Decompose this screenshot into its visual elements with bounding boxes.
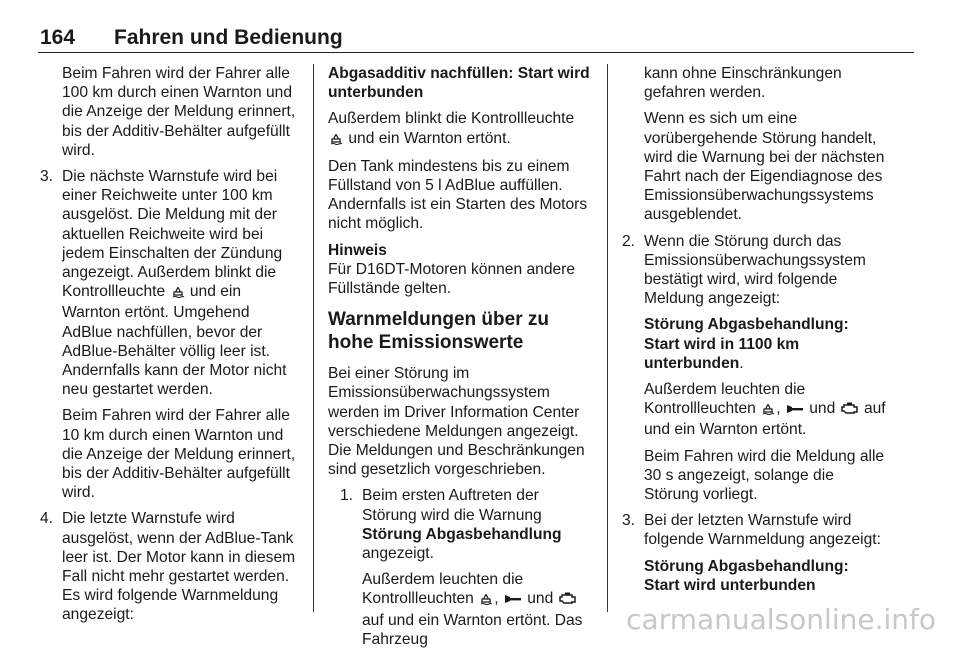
list-number: 1.: [340, 487, 354, 505]
paragraph: [362, 486, 592, 563]
engine-check-icon: [841, 401, 859, 420]
column-divider: [313, 64, 314, 612]
text: Die nächste Warnstufe wird bei einer Reichweite unter 100 km ausgelöst. Die Meldung mit der aktuellen Reichweite wird bei jedem Einschalten der Zündung angezeigt. Außerdem blinkt die Kontrollleuchte: [62, 168, 283, 301]
paragraph: [62, 167, 302, 399]
adblue-warning-icon: [479, 591, 493, 610]
list-number: 2.: [622, 232, 636, 250]
text: auf und ein Warnton ertönt.: [644, 400, 886, 439]
list-item: [40, 509, 302, 624]
engine-check-icon: [559, 591, 577, 610]
glow-plug-icon: [786, 401, 804, 420]
column-1: [40, 64, 302, 632]
section-heading: Warnmeldungen über zu hohe Emissionswerte: [328, 309, 549, 354]
text: Außerdem leuchten die Kontrollleuchten: [362, 571, 524, 608]
paragraph: Die letzte Warnstufe wird ausgelöst, wenn der AdBlue-Tank leer ist. Der Motor kann in diesem Fall nicht mehr gestartet werden. Es wird folgende Warnmeldung angezeigt:: [62, 510, 296, 624]
paragraph: Beim Fahren wird die Meldung alle 30 s angezeigt, solange die Störung vorliegt.: [644, 447, 885, 504]
text: .: [739, 354, 744, 372]
paragraph: Beim Fahren wird der Fahrer alle 10 km durch einen Warnton und die Anzeige der Meldung erinnert, bis der Additiv-Behälter aufgefüllt wird.: [62, 407, 296, 502]
paragraph: Wenn die Störung durch das Emissionsüberwachungssystem bestätigt wird, wird folgende Meldung angezeigt:: [644, 232, 866, 308]
note-text: Für D16DT-Motoren können andere Füllstände gelten.: [328, 260, 576, 298]
list-item: [622, 511, 886, 595]
section-title: Fahren und Bedienung: [114, 26, 343, 49]
paragraph: [644, 380, 886, 440]
paragraph: [362, 570, 592, 649]
column-2: [328, 64, 592, 656]
list-number: 4.: [40, 510, 54, 528]
text: ,: [494, 590, 499, 608]
list-number: 3.: [622, 512, 636, 530]
adblue-warning-icon: [329, 131, 343, 150]
text: auf und ein Warnton ertönt. Das Fahrzeug: [362, 611, 583, 648]
paragraph: Den Tank mindestens bis zu einem Füllstand von 5 l AdBlue auffüllen. Andernfalls ist ein Starten des Motors nicht möglich.: [328, 157, 588, 233]
list-number: 3.: [40, 168, 54, 186]
text: und: [809, 400, 836, 418]
text: Außerdem blinkt die Kontrollleuchte: [328, 110, 575, 128]
note-label: [328, 241, 592, 260]
column-3: [622, 64, 886, 602]
paragraph: Bei einer Störung im Emissionsüberwachungssystem werden im Driver Information Center verschiedene Meldungen angezeigt. Die Meldungen und Beschränkungen sind gesetzlich vorgeschrieben.: [328, 365, 585, 479]
paragraph: Bei der letzten Warnstufe wird folgende Warnmeldung angezeigt:: [644, 512, 881, 549]
list-item: [40, 167, 302, 502]
text: angezeigt.: [362, 545, 434, 563]
paragraph: [328, 109, 592, 149]
paragraph: kann ohne Einschränkungen gefahren werden.: [644, 65, 842, 102]
text: und ein Warnton ertönt. Umgehend AdBlue nachfüllen, bevor der AdBlue-Behälter völlig leer ist. Andernfalls kann der Motor nicht neu gestartet werden.: [62, 283, 287, 399]
adblue-warning-icon: [171, 284, 185, 303]
warning-message: Störung Abgasbehandlung: Start wird unterbunden: [644, 557, 849, 594]
warning-message-paragraph: [644, 315, 886, 373]
text: Hinweis: [328, 241, 387, 259]
watermark: carmanualsonline.info: [626, 603, 936, 636]
glow-plug-icon: [504, 591, 522, 610]
page-number: 164: [40, 26, 76, 49]
text: und ein Warnton ertönt.: [348, 129, 511, 147]
text: Außerdem leuchten die Kontrollleuchten: [644, 381, 806, 418]
paragraph: Wenn es sich um eine vorübergehende Störung handelt, wird die Warnung bei der nächsten Fahrt nach der Eigendiagnose des Emissionsüberwachungssystems ausgeblendet.: [644, 110, 885, 224]
adblue-warning-icon: [761, 401, 775, 420]
text: und: [527, 590, 554, 608]
warning-message: Störung Abgasbehandlung: [362, 525, 562, 543]
warning-message: Abgasadditiv nachfüllen: Start wird unterbunden: [328, 65, 590, 102]
warning-message: Störung Abgasbehandlung: Start wird in 1100 km unterbunden: [644, 316, 849, 372]
text: ,: [776, 400, 781, 418]
list-item: [340, 486, 592, 649]
list-item: [622, 232, 886, 505]
column-divider: [607, 64, 608, 612]
page-header: [38, 24, 914, 53]
text: Beim ersten Auftreten der Störung wird die Warnung: [362, 487, 542, 524]
paragraph: Beim Fahren wird der Fahrer alle 100 km durch einen Warnton und die Anzeige der Meldung erinnert, bis der Additiv-Behälter aufgefüllt wird.: [62, 65, 296, 159]
